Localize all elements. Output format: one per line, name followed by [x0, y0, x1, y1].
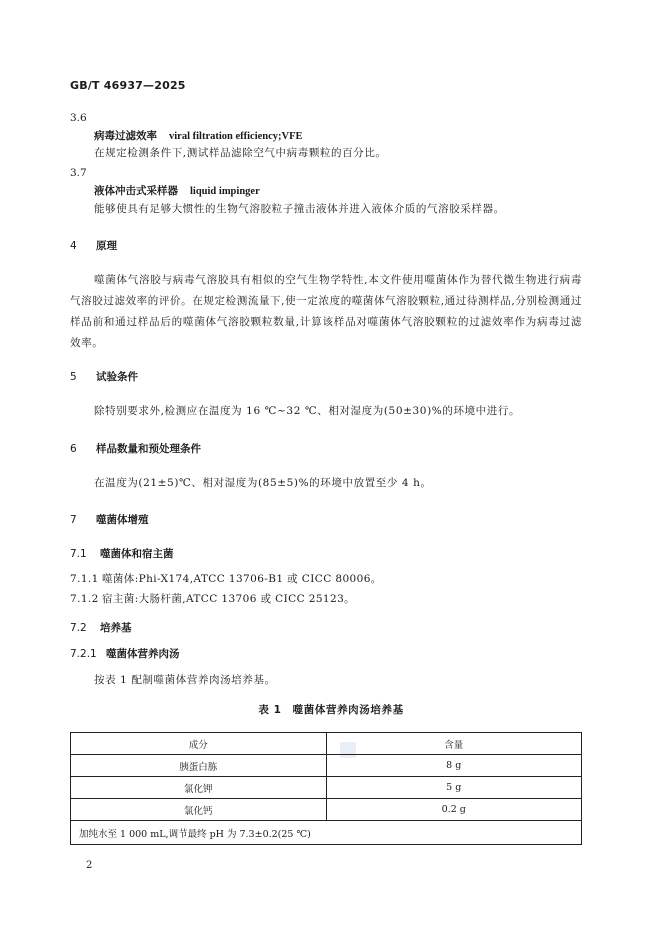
table-header-cell: 成分 — [71, 733, 327, 755]
section-number: 6 — [70, 443, 77, 455]
section-heading — [70, 238, 117, 253]
section-heading — [70, 369, 138, 384]
section-paragraph: 在温度为(21±5)℃、相对湿度为(85±5)%的环境中放置至少 4 h。 — [94, 477, 432, 489]
subsection-number: 7.2.1 — [70, 648, 97, 660]
table-cell-component: 胰蛋白胨 — [71, 755, 327, 777]
section-number: 4 — [70, 240, 77, 252]
section-paragraph: 噬菌体气溶胶与病毒气溶胶具有相似的空气生物学特性,本文件使用噬菌体作为替代微生物进行病毒气溶胶过滤效率的评价。在规定检测流量下,使一定浓度的噬菌体气溶胶颗粒,通过待测样品,分别检测通过样品前和通过样品后的噬菌体气溶胶颗粒数量,计算该样品对噬菌体气溶胶颗粒的过滤效率作为病毒过滤效率。 — [70, 274, 582, 349]
clause-item — [70, 591, 355, 606]
section-title: 原理 — [96, 240, 117, 252]
table-cell-amount: 5 g — [326, 777, 582, 799]
table-row — [71, 777, 582, 799]
table-row — [71, 755, 582, 777]
section-number: 7 — [70, 514, 77, 526]
subsection-title: 噬菌体营养肉汤 — [106, 648, 180, 660]
subsection-title: 噬菌体和宿主菌 — [100, 548, 174, 560]
term-heading — [94, 128, 303, 143]
table-note: 加纯水至 1 000 mL,调节最终 pH 为 7.3±0.2(25 ℃) — [71, 821, 582, 845]
section-number: 5 — [70, 371, 77, 383]
table-cell-amount: 8 g — [326, 755, 582, 777]
clause-number: 7.1.1 — [70, 573, 99, 585]
table-header-row — [71, 733, 582, 755]
term-number: 3.6 — [70, 112, 87, 124]
term-chinese-name: 液体冲击式采样器 — [94, 185, 178, 197]
subsection-heading — [70, 646, 180, 661]
subsection-heading — [70, 620, 132, 635]
section-paragraph: 除特别要求外,检测应在温度为 16 ℃~32 ℃、相对湿度为(50±30)%的环境中进行。 — [94, 405, 521, 417]
standard-code-header: GB/T 46937—2025 — [70, 79, 186, 92]
term-english-name: viral filtration efficiency;VFE — [169, 131, 303, 142]
clause-item — [70, 571, 382, 586]
table-header-cell: 含量 — [326, 733, 582, 755]
section-paragraph: 按表 1 配制噬菌体营养肉汤培养基。 — [94, 674, 276, 686]
term-english-name: liquid impinger — [190, 186, 260, 197]
clause-number: 7.1.2 — [70, 593, 99, 605]
subsection-number: 7.1 — [70, 548, 87, 560]
recipe-table — [70, 732, 582, 845]
table-row — [71, 799, 582, 821]
term-number: 3.7 — [70, 167, 87, 179]
clause-text: 噬菌体:Phi-X174,ATCC 13706-B1 或 CICC 80006。 — [102, 573, 382, 585]
table-cell-component: 氯化钙 — [71, 799, 327, 821]
table-note-row — [71, 821, 582, 845]
table-cell-component: 氯化钾 — [71, 777, 327, 799]
term-definition: 能够使具有足够大惯性的生物气溶胶粒子撞击液体并进入液体介质的气溶胶采样器。 — [94, 203, 505, 215]
section-title: 样品数量和预处理条件 — [96, 443, 201, 455]
table-caption: 表 1 噬菌体营养肉汤培养基 — [258, 704, 404, 716]
page-number: 2 — [86, 860, 93, 871]
term-heading — [94, 183, 260, 198]
subsection-title: 培养基 — [100, 622, 132, 634]
term-chinese-name: 病毒过滤效率 — [94, 130, 157, 142]
section-heading — [70, 512, 149, 527]
section-heading — [70, 441, 201, 456]
term-definition: 在规定检测条件下,测试样品滤除空气中病毒颗粒的百分比。 — [94, 147, 387, 159]
clause-text: 宿主菌:大肠杆菌,ATCC 13706 或 CICC 25123。 — [102, 593, 356, 605]
table-cell-amount: 0.2 g — [326, 799, 582, 821]
subsection-heading — [70, 546, 174, 561]
section-title: 噬菌体增殖 — [96, 514, 149, 526]
section-title: 试验条件 — [96, 371, 138, 383]
subsection-number: 7.2 — [70, 622, 87, 634]
